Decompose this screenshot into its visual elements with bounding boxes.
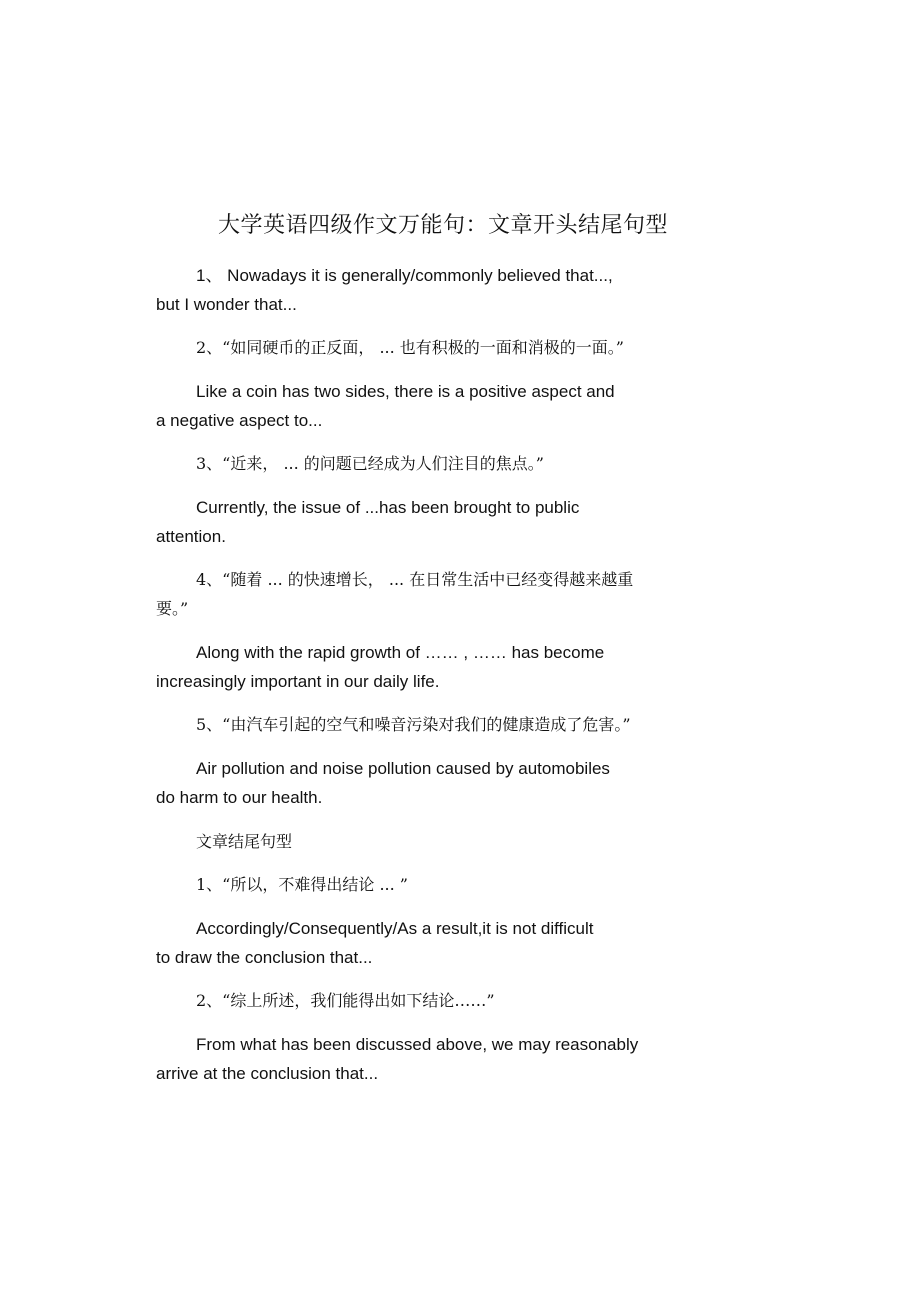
opening-4-chinese-line-2: 要。” xyxy=(156,599,189,618)
opening-4-english-line-1: Along with the rapid growth of …… , …… has become xyxy=(196,643,605,662)
closing-1-english-line-2: to draw the conclusion that... xyxy=(156,948,373,967)
opening-2-chinese: 2、“如同硬币的正反面， ... 也有积极的一面和消极的一面。” xyxy=(196,338,624,357)
closing-2-english-line-2: arrive at the conclusion that... xyxy=(156,1064,379,1083)
opening-3-english-line-2: attention. xyxy=(156,527,226,546)
opening-5-english-line-2: do harm to our health. xyxy=(156,788,323,807)
closing-2-chinese: 2、“综上所述，我们能得出如下结论……” xyxy=(196,991,495,1010)
closing-section-heading: 文章结尾句型 xyxy=(196,832,293,851)
opening-4-english-line-2: increasingly important in our daily life. xyxy=(156,672,440,691)
document-title: 大学英语四级作文万能句：文章开头结尾句型 xyxy=(217,213,668,238)
opening-5-chinese: 5、“由汽车引起的空气和噪音污染对我们的健康造成了危害。” xyxy=(196,715,631,734)
opening-2-english-line-2: a negative aspect to... xyxy=(156,411,323,430)
opening-1-line-1: 1、 Nowadays it is generally/commonly believed that..., xyxy=(196,266,613,285)
closing-1-english-line-1: Accordingly/Consequently/As a result,it is not difficult xyxy=(196,919,594,938)
opening-5-english-line-1: Air pollution and noise pollution caused by automobiles xyxy=(196,759,610,778)
closing-1-chinese: 1、“所以，不难得出结论 ... ” xyxy=(196,875,408,894)
opening-3-english-line-1: Currently, the issue of ...has been brought to public xyxy=(196,498,580,517)
opening-1-line-2: but I wonder that... xyxy=(156,295,297,314)
opening-2-english-line-1: Like a coin has two sides, there is a positive aspect and xyxy=(196,382,615,401)
opening-4-chinese-line-1: 4、“随着 ... 的快速增长， ... 在日常生活中已经变得越来越重 xyxy=(196,570,634,589)
closing-2-english-line-1: From what has been discussed above, we may reasonably xyxy=(196,1035,639,1054)
opening-3-chinese: 3、“近来， ... 的问题已经成为人们注目的焦点。” xyxy=(196,454,544,473)
